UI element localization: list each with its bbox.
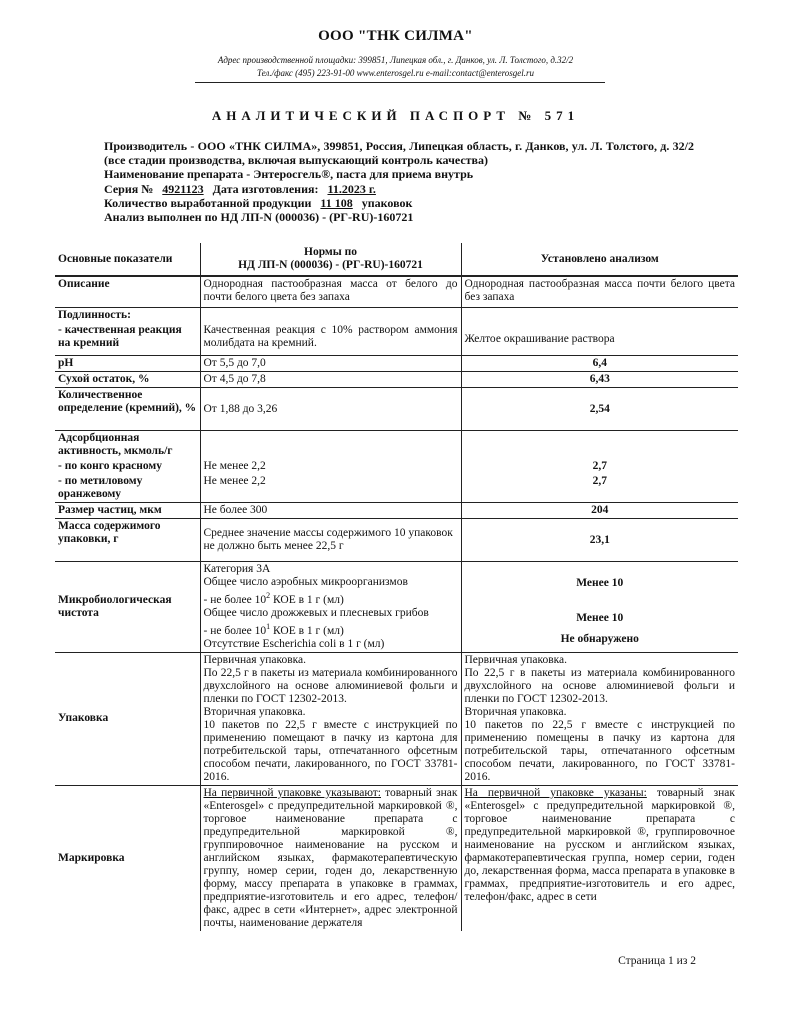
methyl-name: - по метиловому оранжевому (55, 474, 200, 503)
ph-name: pH (55, 356, 200, 372)
micro-ecoli-result: Не обнаружено (560, 633, 639, 645)
packaging-res-secondary-label: Вторичная упаковка. (464, 705, 567, 718)
description-norm: Однородная пастообразная масса от белого до почти белого цвета без запаха (200, 276, 461, 308)
date-label: Дата изготовления: (212, 182, 319, 196)
analysis-line: Анализ выполнен по НД ЛП-N (000036) - (РГ-RU)-160721 (104, 210, 414, 224)
header-result: Установлено анализом (461, 243, 738, 276)
particles-name: Размер частиц, мкм (55, 503, 200, 519)
mass-name: Масса содержимого упаковки, г (55, 519, 200, 562)
quantity-line (104, 196, 694, 210)
description-result: Однородная пастообразная масса почти белого цвета без запаха (461, 276, 738, 308)
mass-norm: Среднее значение массы содержимого 10 упаковок не должно быть менее 22,5 г (200, 519, 461, 562)
dry-result: 6,43 (461, 372, 738, 388)
congo-name: - по конго красному (58, 460, 162, 472)
table-row (55, 459, 738, 474)
series-line (104, 182, 694, 196)
contacts-line: Тел./факс (495) 223-91-00 www.enterosgel.ru e-mail:contact@enterosgel.ru (256, 68, 535, 78)
packaging-result (461, 652, 738, 785)
header-norms-line1: Нормы по (304, 246, 357, 258)
micro-yeast-norm-1: Общее число дрожжевых и плесневых грибов (203, 606, 429, 619)
marking-norm-text: товарный знак «Enterosgel» с предупредительной маркировкой ®, торговое наименование препарата с предупредительной маркировкой ®, группировочное наименование на русском и английском языках, фармакотерапевтическую группу, номер серии, годен до, лекарственную форму, массу препарата в упаковке в граммах, предприятие-изготовитель и его адрес, телефон/факс, адрес в сети «Интернет», адрес электронной почты, наименование держателя (203, 786, 458, 929)
description-name: Описание (55, 276, 200, 308)
address-line: Адрес производственной площадки: 399851, Липецкая обл., г. Данков, ул. Л. Толстого, д.32/2 (217, 55, 574, 65)
table-row (55, 474, 738, 503)
date-value: 11.2023 г. (327, 182, 376, 196)
manufacturer-line: Производитель - ООО «ТНК СИЛМА», 399851, Россия, Липецкая область, г. Данков, ул. Л. Толстого, д. 32/2 (все стадии производства, включая выпускающий контроль качества) (104, 139, 694, 167)
marking-res-text: товарный знак «Enterosgel» с предупредительной маркировкой ®, торговое наименование препарата с предупредительной маркировкой ®, группировочное наименование на русском и английском языках, фармакотерапевтическая группа, номер серии, годен до, лекарственная форма, масса препарата в упаковке в граммах, предприятие-изготовитель и его адрес, телефон/факс, адрес в сети (464, 786, 735, 903)
table-row (55, 562, 738, 653)
page-number: Страница 1 из 2 (618, 955, 696, 967)
congo-result: 2,7 (461, 459, 738, 474)
table-row (55, 308, 738, 324)
packaging-res-secondary: 10 пакетов по 22,5 г вместе с инструкцией по применению помещены в пачку из картона для потребительской тары, отпечатанного офсетным способом печати, лакированного, по ГОСТ 33781-2016. (464, 718, 735, 783)
micro-aerobic-norm-2: - не более $10^2$ КОЕ в 1 г (мл) (203, 591, 344, 606)
product-line: Наименование препарата - Энтеросгель®, паста для приема внутрь (104, 167, 474, 181)
ph-result: 6,4 (461, 356, 738, 372)
header-indicators: Основные показатели (55, 243, 200, 276)
particles-result: 204 (461, 503, 738, 519)
micro-result (461, 562, 738, 653)
table-row (55, 356, 738, 372)
table-row (55, 503, 738, 519)
dry-name: Сухой остаток, % (55, 372, 200, 388)
packaging-norm (200, 652, 461, 785)
quant-norm: От 1,88 до 3,26 (200, 388, 461, 431)
quantity-unit: упаковок (361, 196, 413, 210)
adsorption-name: Адсорбционная активность, мкмоль/г (58, 432, 173, 457)
packaging-res-primary-label: Первичная упаковка. (464, 653, 568, 666)
table-row (55, 431, 738, 460)
marking-norm-lead: На первичной упаковке указывают: (203, 786, 381, 799)
quantity-value: 11 108 (320, 196, 353, 210)
authenticity-result: Желтое окрашивание раствора (461, 323, 738, 356)
packaging-norm-secondary-label: Вторичная упаковка. (203, 705, 306, 718)
table-row (55, 519, 738, 562)
quant-result: 2,54 (461, 388, 738, 431)
packaging-norm-primary: По 22,5 г в пакеты из материала комбинированного двухслойного на основе алюминиевой фольги и пленки по ГОСТ 12302-2013. (203, 666, 458, 705)
table-row (55, 785, 738, 931)
table-row (55, 372, 738, 388)
header-norms-line2: НД ЛП-N (000036) - (РГ-RU)-160721 (238, 259, 423, 271)
packaging-res-primary: По 22,5 г в пакеты из материала комбинированного двухслойного на основе алюминиевой фольги и пленки по ГОСТ 12302-2013. (464, 666, 735, 705)
analysis-table (55, 243, 738, 931)
marking-result (461, 785, 738, 931)
packaging-name: Упаковка (55, 652, 200, 785)
company-name: ООО "ТНК СИЛМА" (318, 28, 473, 44)
series-value: 4921123 (162, 182, 204, 196)
micro-name: Микробиологическая чистота (55, 562, 200, 653)
marking-res-lead: На первичной упаковке указаны: (464, 786, 647, 799)
micro-yeast-norm-2: - не более $10^1$ КОЕ в 1 г (мл) (203, 621, 344, 637)
micro-category: Категория 3А (203, 563, 271, 575)
methyl-result: 2,7 (461, 474, 738, 503)
dry-norm: От 4,5 до 7,8 (200, 372, 461, 388)
micro-aerobic-norm-1: Общее число аэробных микроорганизмов (203, 576, 408, 588)
table-row (55, 276, 738, 308)
marking-norm (200, 785, 461, 931)
table-row (55, 388, 738, 431)
authenticity-name: Подлинность: (58, 309, 131, 321)
authenticity-sub-name: - качественная реакция на кремний (55, 323, 200, 356)
header-norms (200, 243, 461, 276)
particles-norm: Не более 300 (200, 503, 461, 519)
mass-result: 23,1 (461, 519, 738, 562)
micro-ecoli-norm: Отсутствие Escherichia coli в 1 г (мл) (203, 637, 385, 650)
table-row (55, 323, 738, 356)
ph-norm: От 5,5 до 7,0 (200, 356, 461, 372)
congo-norm: Не менее 2,2 (200, 459, 461, 474)
micro-norm (200, 562, 461, 653)
quantity-label: Количество выработанной продукции (104, 196, 312, 210)
table-row (55, 652, 738, 785)
table-header-row (55, 243, 738, 276)
series-label: Серия № (104, 182, 154, 196)
micro-aerobic-result: Менее 10 (576, 577, 624, 589)
passport-title: АНАЛИТИЧЕСКИЙ ПАСПОРТ № 571 (211, 108, 580, 123)
packaging-norm-primary-label: Первичная упаковка. (203, 653, 307, 666)
micro-yeast-result: Менее 10 (576, 612, 624, 624)
authenticity-norm: Качественная реакция с 10% раствором аммония молибдата на кремний. (200, 323, 461, 356)
marking-name: Маркировка (58, 851, 125, 864)
methyl-norm: Не менее 2,2 (200, 474, 461, 503)
packaging-norm-secondary: 10 пакетов по 22,5 г вместе с инструкцией по применению помещают в пачку из картона для потребительской тары, отпечатанного офсетным способом печати, лакированного, по ГОСТ 33781-2016. (203, 718, 458, 783)
header-divider (195, 82, 605, 83)
quant-name: Количественное определение (кремний), % (55, 388, 200, 431)
